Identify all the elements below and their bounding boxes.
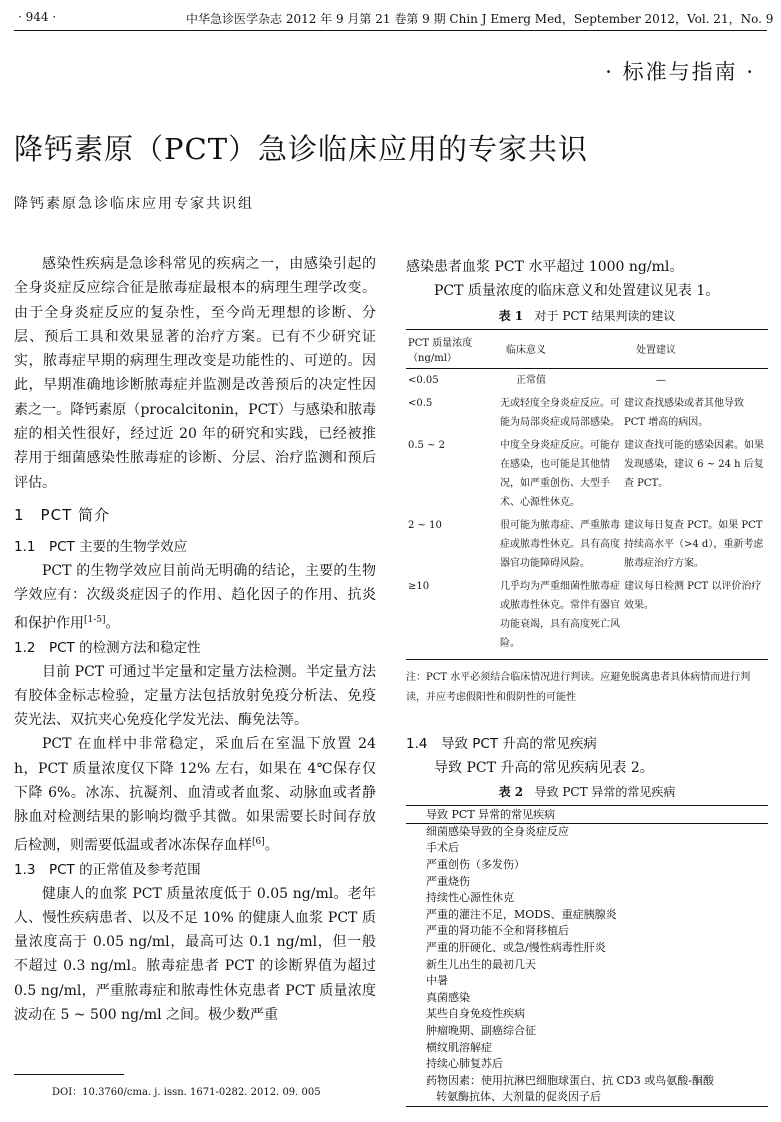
list-item: 手术后: [426, 841, 459, 855]
section-tag: · 标准与指南 ·: [605, 60, 755, 84]
table-cell: 正常值: [516, 374, 546, 386]
table-cell: 建议查找可能的感染因素。如果发现感染，建议 6 ~ 24 h 后复查 PCT。: [624, 439, 764, 489]
list-item: 中暑: [426, 974, 448, 988]
table-cell: 建议每日检测 PCT 以评价治疗效果。: [622, 575, 768, 660]
table-cell: —: [656, 374, 666, 386]
list-item: 持续性心源性休克: [426, 891, 514, 905]
body-paragraph: [14, 559, 376, 636]
table-note: 注：PCT 水平必须结合临床情况进行判读。应避免脱离患者具体病情而进行判读，并应考虑假阳性和假阴性的可能性: [406, 671, 751, 703]
table-cell: 中度全身炎症反应。可能存在感染，也可能是其他情况，如严重创伤、大型手术、心源性休克。: [500, 439, 620, 508]
list-item: 横纹肌溶解症: [426, 1040, 492, 1054]
table-title: 导致 PCT 异常的常见疾病: [534, 784, 676, 799]
subsection-heading: 1.3 PCT 的正常值及参考范围: [14, 861, 201, 878]
body-paragraph: [14, 732, 376, 857]
list-item-continuation: 转氨酶抗体、大剂量的促炎因子后: [436, 1090, 601, 1104]
list-item: 肿瘤晚期、副癌综合征: [426, 1024, 536, 1038]
table-row: [406, 575, 768, 660]
table-cell: ≥10: [406, 575, 498, 660]
paragraph-end: 。: [264, 837, 279, 854]
footnote-rule: [14, 1074, 124, 1075]
table-number: 表 2: [498, 784, 524, 799]
list-item: 药物因素：使用抗淋巴细胞球蛋白、抗 CD3 或鸟氨酸-酮酸: [426, 1073, 714, 1087]
paragraph-end: 。: [105, 615, 120, 632]
table-caption: [406, 307, 768, 324]
paragraph-text: PCT 的生物学效应目前尚无明确的结论，主要的生物学效应有：次级炎症因子的作用、趋化因子的作用、抗炎和保护作用: [14, 562, 376, 632]
right-column: [406, 255, 768, 1107]
table-title: 对于 PCT 结果判读的建议: [534, 308, 676, 323]
table-cell: 0.5 ~ 2: [408, 439, 446, 451]
table-cell: 几乎均为严重细菌性脓毒症或脓毒性休克。常伴有器官功能衰竭，具有高度死亡风险。: [498, 575, 622, 660]
list-item: 某些自身免疫性疾病: [426, 1007, 525, 1021]
table-number: 表 1: [498, 308, 524, 323]
doi-footnote: DOI：10.3760/cma. j. issn. 1671-0282. 2012. 09. 005: [52, 1087, 321, 1098]
table-cell: <0.5: [408, 397, 433, 409]
citation: [6]: [252, 836, 265, 847]
table-header: 导致 PCT 异常的常见疾病: [406, 805, 768, 824]
header-rule: [14, 30, 767, 31]
body-paragraph: 感染患者血浆 PCT 水平超过 1000 ng/ml。: [406, 259, 684, 275]
body-paragraph: 导致 PCT 升高的常见疾病见表 2。: [434, 759, 654, 776]
intro-paragraph: 感染性疾病是急诊科常见的疾病之一，由感染引起的全身炎症反应综合征是脓毒症最根本的病理生理学改变。由于全身炎症反应的复杂性，至今尚无理想的诊断、分层、预后工具和效果显著的治疗方案。已有不少研究证实，脓毒症早期的病理生理改变是功能性的、可逆的。因此，早期准确地诊断脓毒症并监测是改善预后的决定性因素之一。降钙素原（procalcitonin，PCT）与感染和脓毒症的相关性很好，经过近 20 年的研究和实践，已经被推荐用于细菌感染性脓毒症的诊断、分层、治疗监测和预后评估。: [14, 256, 376, 491]
table-row: [406, 514, 768, 575]
body-paragraph: 健康人的血浆 PCT 质量浓度低于 0.05 ng/ml。老年人、慢性疾病患者、以及不足 10% 的健康人血浆 PCT 质量浓度高于 0.05 ng/ml，最高可达 0.1 ng/ml，但一般不超过 0.3 ng/ml。脓毒症患者 PCT 的诊断界值为超过 0.5 ng/ml，严重脓毒症和脓毒性休克患者 PCT 质量浓度波动在 5 ~ 500 ng/ml 之间。极少数严重: [14, 885, 376, 1024]
list-item: 严重的灌注不足，MODS、重症胰腺炎: [426, 907, 617, 921]
table-cell: <0.05: [408, 374, 439, 386]
subsection-heading: 1.2 PCT 的检测方法和稳定性: [14, 639, 201, 656]
list-item: 新生儿出生的最初几天: [426, 957, 536, 971]
table-cell: 很可能为脓毒症、严重脓毒症或脓毒性休克。具有高度器官功能障碍风险。: [500, 519, 620, 569]
subsection-heading: 1.4 导致 PCT 升高的常见疾病: [406, 735, 597, 752]
list-item: 真菌感染: [426, 990, 470, 1004]
subsection-heading: 1.1 PCT 主要的生物学效应: [14, 538, 188, 555]
table-header-row: [406, 329, 768, 368]
citation: [1-5]: [84, 614, 106, 625]
list-item: 持续心肺复苏后: [426, 1057, 503, 1071]
disease-list-table: [406, 824, 768, 1107]
table-caption: [406, 783, 768, 800]
body-paragraph: 目前 PCT 可通过半定量和定量方法检测。半定量方法有胶体金标志检验，定量方法包括放射免疫分析法、免疫荧光法、双抗夹心免疫化学发光法、酶免法等。: [14, 663, 376, 729]
author-group: 降钙素原急诊临床应用专家共识组: [14, 196, 254, 212]
table-row: [406, 434, 768, 514]
header-cell: 处置建议: [622, 329, 768, 368]
list-item: 严重创伤（多发伤）: [426, 858, 525, 872]
table-row: [406, 368, 768, 392]
pct-interpretation-table: [406, 329, 768, 660]
list-item: 严重烧伤: [426, 874, 470, 888]
header-cell: 临床意义: [498, 329, 622, 368]
journal-header: 中华急诊医学杂志 2012 年 9 月第 21 卷第 9 期 Chin J Emerg Med，September 2012，Vol. 21，No. 9: [186, 12, 774, 26]
table-cell: 无或轻度全身炎症反应。可能为局部炎症或局部感染。: [500, 397, 620, 428]
list-item: 细菌感染导致的全身炎症反应: [426, 824, 569, 838]
table-cell: 建议查找感染或者其他导致 PCT 增高的病因。: [624, 397, 744, 428]
table-cell: 2 ~ 10: [408, 519, 442, 531]
section-heading: 1 PCT 简介: [14, 505, 110, 524]
page-number: · 944 ·: [18, 10, 57, 24]
left-column: [14, 252, 376, 1027]
header-cell: PCT 质量浓度（ng/ml）: [406, 329, 498, 368]
body-paragraph: PCT 质量浓度的临床意义和处置建议见表 1。: [434, 283, 720, 300]
paragraph-text: PCT 在血样中非常稳定，采血后在室温下放置 24 h，PCT 质量浓度仅下降 12% 左右，如果在 4℃保存仅下降 6%。冰冻、抗凝剂、血清或者血浆、动脉血或者静脉血对检测结果的影响均微乎其微。如果需要长时间存放后检测，则需要低温或者冰冻保存血样: [14, 736, 376, 854]
table-row: [406, 392, 768, 434]
list-item: 严重的肾功能不全和肾移植后: [426, 924, 569, 938]
article-title: 降钙素原（PCT）急诊临床应用的专家共识: [14, 132, 589, 166]
list-item: 严重的肝硬化、或急/慢性病毒性肝炎: [426, 941, 606, 955]
table-cell: 建议每日复查 PCT。如果 PCT 持续高水平（>4 d），重新考虑脓毒症治疗方案。: [624, 519, 764, 569]
